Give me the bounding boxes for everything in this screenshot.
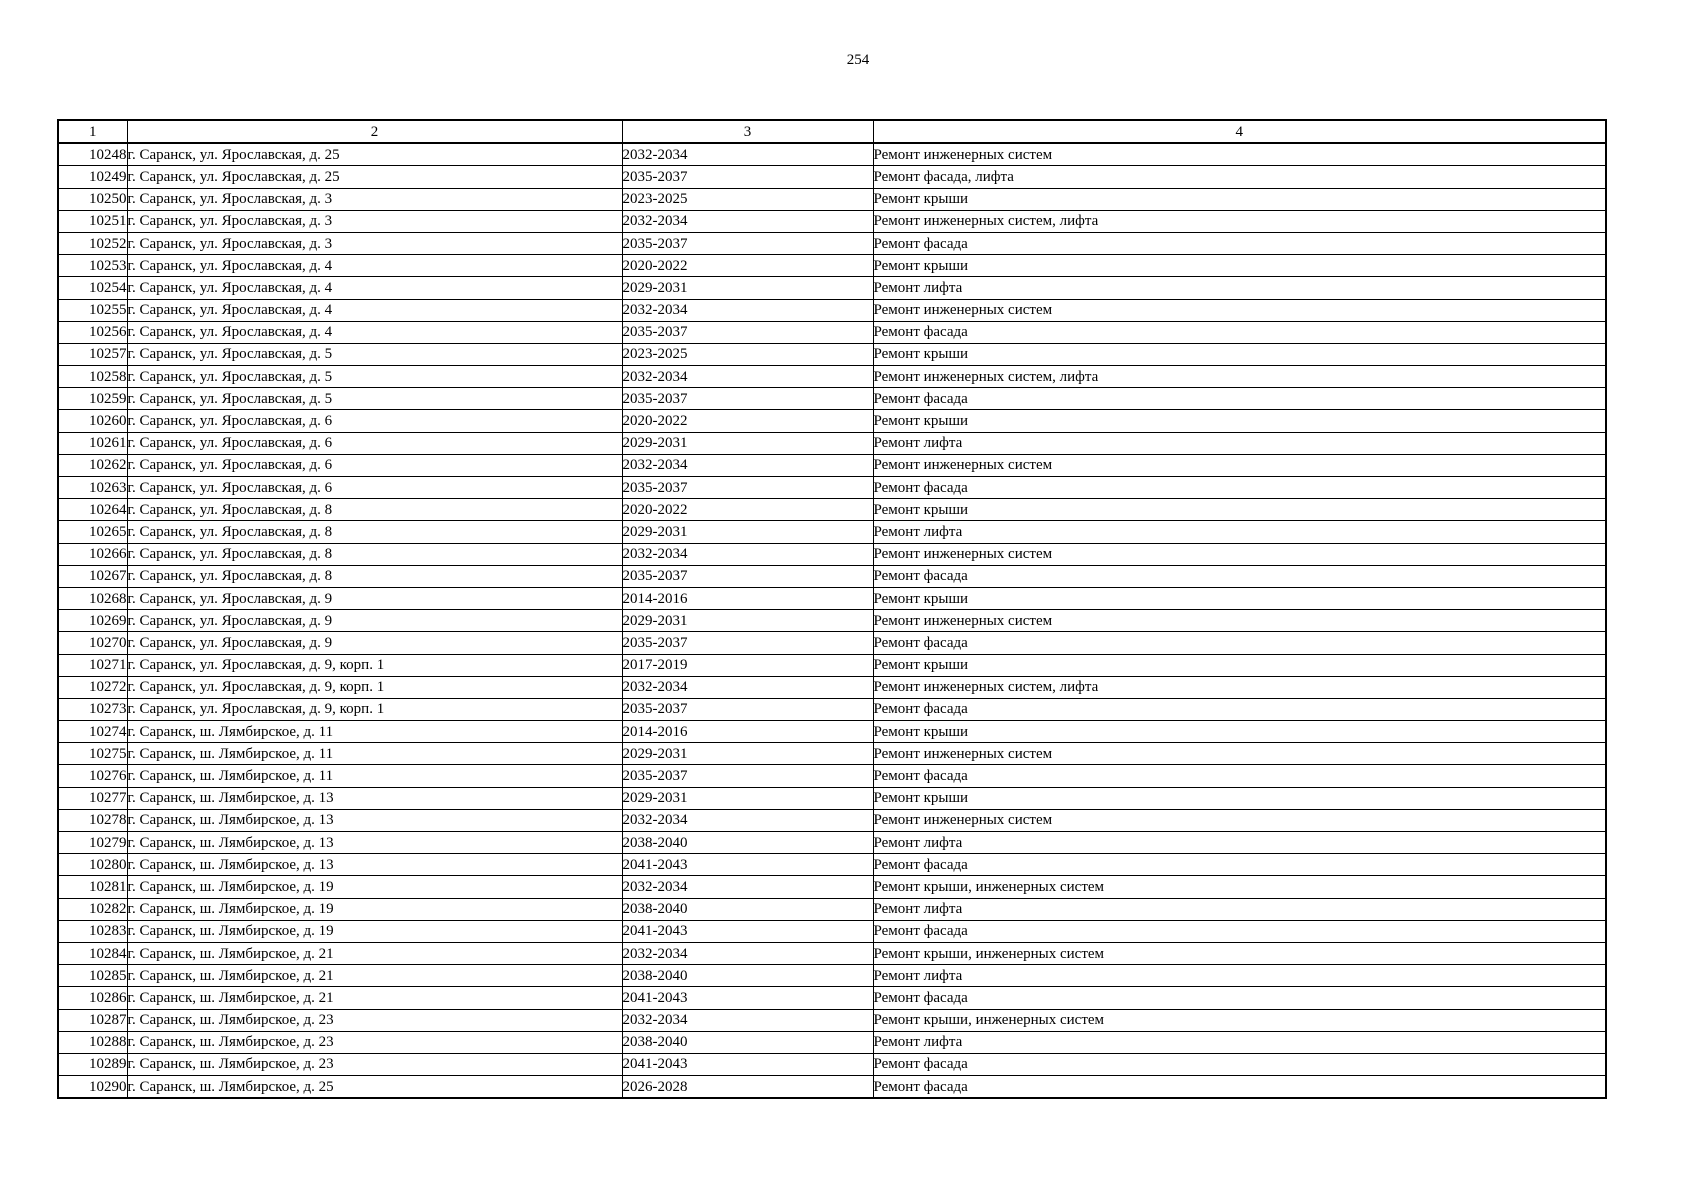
row-number: 10257 — [58, 343, 127, 365]
work-type-cell: Ремонт фасада — [873, 477, 1606, 499]
address-cell: г. Саранск, ул. Ярославская, д. 9 — [127, 610, 622, 632]
address-cell: г. Саранск, ш. Лямбирское, д. 11 — [127, 743, 622, 765]
row-number: 10267 — [58, 565, 127, 587]
row-number: 10265 — [58, 521, 127, 543]
address-cell: г. Саранск, ул. Ярославская, д. 8 — [127, 521, 622, 543]
address-cell: г. Саранск, ул. Ярославская, д. 5 — [127, 343, 622, 365]
address-cell: г. Саранск, ул. Ярославская, д. 3 — [127, 210, 622, 232]
row-number: 10270 — [58, 632, 127, 654]
table-row — [58, 787, 1606, 809]
row-number: 10252 — [58, 232, 127, 254]
table-row — [58, 1076, 1606, 1099]
work-type-cell: Ремонт фасада — [873, 765, 1606, 787]
table-row — [58, 543, 1606, 565]
table-row — [58, 698, 1606, 720]
period-cell: 2038-2040 — [622, 1031, 873, 1053]
table-row — [58, 410, 1606, 432]
address-cell: г. Саранск, ш. Лямбирское, д. 21 — [127, 965, 622, 987]
table-row — [58, 388, 1606, 410]
period-cell: 2029-2031 — [622, 743, 873, 765]
table-row — [58, 610, 1606, 632]
table-row — [58, 898, 1606, 920]
address-cell: г. Саранск, ул. Ярославская, д. 25 — [127, 143, 622, 166]
address-cell: г. Саранск, ул. Ярославская, д. 5 — [127, 366, 622, 388]
row-number: 10287 — [58, 1009, 127, 1031]
address-cell: г. Саранск, ул. Ярославская, д. 9 — [127, 632, 622, 654]
row-number: 10279 — [58, 832, 127, 854]
address-cell: г. Саранск, ш. Лямбирское, д. 21 — [127, 942, 622, 964]
page-number: 254 — [846, 52, 870, 68]
period-cell: 2041-2043 — [622, 987, 873, 1009]
period-cell: 2035-2037 — [622, 632, 873, 654]
row-number: 10276 — [58, 765, 127, 787]
period-cell: 2038-2040 — [622, 832, 873, 854]
header-col-1: 1 — [58, 120, 127, 143]
table-row — [58, 477, 1606, 499]
address-cell: г. Саранск, ш. Лямбирское, д. 23 — [127, 1009, 622, 1031]
address-cell: г. Саранск, ш. Лямбирское, д. 13 — [127, 832, 622, 854]
work-type-cell: Ремонт фасада — [873, 388, 1606, 410]
table-row — [58, 366, 1606, 388]
row-number: 10250 — [58, 188, 127, 210]
table-row — [58, 210, 1606, 232]
address-cell: г. Саранск, ул. Ярославская, д. 25 — [127, 166, 622, 188]
address-cell: г. Саранск, ул. Ярославская, д. 9, корп. 1 — [127, 698, 622, 720]
address-cell: г. Саранск, ул. Ярославская, д. 4 — [127, 321, 622, 343]
row-number: 10288 — [58, 1031, 127, 1053]
table-row — [58, 654, 1606, 676]
table-row — [58, 676, 1606, 698]
address-cell: г. Саранск, ул. Ярославская, д. 8 — [127, 543, 622, 565]
period-cell: 2041-2043 — [622, 1053, 873, 1075]
row-number: 10256 — [58, 321, 127, 343]
address-cell: г. Саранск, ул. Ярославская, д. 9, корп. 1 — [127, 654, 622, 676]
row-number: 10254 — [58, 277, 127, 299]
period-cell: 2035-2037 — [622, 765, 873, 787]
table-row — [58, 587, 1606, 609]
row-number: 10278 — [58, 809, 127, 831]
period-cell: 2029-2031 — [622, 521, 873, 543]
row-number: 10281 — [58, 876, 127, 898]
table-row — [58, 343, 1606, 365]
address-cell: г. Саранск, ш. Лямбирское, д. 21 — [127, 987, 622, 1009]
period-cell: 2020-2022 — [622, 410, 873, 432]
work-type-cell: Ремонт крыши — [873, 721, 1606, 743]
row-number: 10282 — [58, 898, 127, 920]
work-type-cell: Ремонт инженерных систем — [873, 543, 1606, 565]
table-row — [58, 876, 1606, 898]
table-row — [58, 854, 1606, 876]
work-type-cell: Ремонт лифта — [873, 898, 1606, 920]
table-row — [58, 255, 1606, 277]
work-type-cell: Ремонт крыши — [873, 587, 1606, 609]
row-number: 10284 — [58, 942, 127, 964]
address-cell: г. Саранск, ш. Лямбирское, д. 19 — [127, 876, 622, 898]
address-cell: г. Саранск, ул. Ярославская, д. 8 — [127, 499, 622, 521]
header-col-3: 3 — [622, 120, 873, 143]
work-type-cell: Ремонт фасада — [873, 698, 1606, 720]
row-number: 10259 — [58, 388, 127, 410]
row-number: 10277 — [58, 787, 127, 809]
period-cell: 2032-2034 — [622, 143, 873, 166]
table-row — [58, 1009, 1606, 1031]
address-cell: г. Саранск, ул. Ярославская, д. 3 — [127, 188, 622, 210]
row-number: 10269 — [58, 610, 127, 632]
period-cell: 2032-2034 — [622, 1009, 873, 1031]
row-number: 10263 — [58, 477, 127, 499]
header-col-4: 4 — [873, 120, 1606, 143]
work-type-cell: Ремонт лифта — [873, 832, 1606, 854]
work-type-cell: Ремонт фасада — [873, 854, 1606, 876]
row-number: 10285 — [58, 965, 127, 987]
work-type-cell: Ремонт фасада — [873, 1076, 1606, 1099]
table-row — [58, 1053, 1606, 1075]
row-number: 10268 — [58, 587, 127, 609]
work-type-cell: Ремонт фасада — [873, 321, 1606, 343]
work-type-cell: Ремонт инженерных систем — [873, 809, 1606, 831]
table-row — [58, 832, 1606, 854]
period-cell: 2032-2034 — [622, 676, 873, 698]
period-cell: 2041-2043 — [622, 920, 873, 942]
address-cell: г. Саранск, ш. Лямбирское, д. 13 — [127, 809, 622, 831]
period-cell: 2035-2037 — [622, 232, 873, 254]
work-type-cell: Ремонт фасада — [873, 1053, 1606, 1075]
table-row — [58, 987, 1606, 1009]
address-cell: г. Саранск, ш. Лямбирское, д. 11 — [127, 721, 622, 743]
work-type-cell: Ремонт фасада — [873, 632, 1606, 654]
address-cell: г. Саранск, ш. Лямбирское, д. 13 — [127, 854, 622, 876]
row-number: 10262 — [58, 454, 127, 476]
address-cell: г. Саранск, ул. Ярославская, д. 4 — [127, 255, 622, 277]
work-type-cell: Ремонт инженерных систем — [873, 743, 1606, 765]
table-row — [58, 232, 1606, 254]
row-number: 10275 — [58, 743, 127, 765]
address-cell: г. Саранск, ш. Лямбирское, д. 23 — [127, 1053, 622, 1075]
table-row — [58, 743, 1606, 765]
address-cell: г. Саранск, ш. Лямбирское, д. 19 — [127, 898, 622, 920]
period-cell: 2038-2040 — [622, 965, 873, 987]
table-row — [58, 920, 1606, 942]
address-cell: г. Саранск, ул. Ярославская, д. 4 — [127, 277, 622, 299]
period-cell: 2041-2043 — [622, 854, 873, 876]
work-type-cell: Ремонт инженерных систем — [873, 610, 1606, 632]
row-number: 10253 — [58, 255, 127, 277]
address-cell: г. Саранск, ш. Лямбирское, д. 25 — [127, 1076, 622, 1099]
table-row — [58, 277, 1606, 299]
period-cell: 2035-2037 — [622, 321, 873, 343]
row-number: 10251 — [58, 210, 127, 232]
table-body — [58, 143, 1606, 1098]
table-row — [58, 565, 1606, 587]
period-cell: 2032-2034 — [622, 210, 873, 232]
table-row — [58, 942, 1606, 964]
period-cell: 2035-2037 — [622, 388, 873, 410]
address-cell: г. Саранск, ул. Ярославская, д. 5 — [127, 388, 622, 410]
period-cell: 2032-2034 — [622, 543, 873, 565]
period-cell: 2035-2037 — [622, 698, 873, 720]
row-number: 10273 — [58, 698, 127, 720]
address-cell: г. Саранск, ш. Лямбирское, д. 13 — [127, 787, 622, 809]
work-type-cell: Ремонт инженерных систем — [873, 143, 1606, 166]
row-number: 10290 — [58, 1076, 127, 1099]
table-row — [58, 632, 1606, 654]
table-row — [58, 1031, 1606, 1053]
work-type-cell: Ремонт инженерных систем — [873, 299, 1606, 321]
work-type-cell: Ремонт крыши, инженерных систем — [873, 876, 1606, 898]
period-cell: 2029-2031 — [622, 787, 873, 809]
table-row — [58, 721, 1606, 743]
period-cell: 2032-2034 — [622, 876, 873, 898]
work-type-cell: Ремонт крыши — [873, 343, 1606, 365]
table-row — [58, 499, 1606, 521]
row-number: 10266 — [58, 543, 127, 565]
work-type-cell: Ремонт лифта — [873, 1031, 1606, 1053]
work-type-cell: Ремонт лифта — [873, 432, 1606, 454]
row-number: 10280 — [58, 854, 127, 876]
work-type-cell: Ремонт лифта — [873, 965, 1606, 987]
period-cell: 2029-2031 — [622, 610, 873, 632]
work-type-cell: Ремонт фасада — [873, 565, 1606, 587]
period-cell: 2035-2037 — [622, 565, 873, 587]
row-number: 10264 — [58, 499, 127, 521]
period-cell: 2014-2016 — [622, 721, 873, 743]
address-cell: г. Саранск, ул. Ярославская, д. 4 — [127, 299, 622, 321]
period-cell: 2029-2031 — [622, 432, 873, 454]
address-cell: г. Саранск, ул. Ярославская, д. 9 — [127, 587, 622, 609]
work-type-cell: Ремонт крыши — [873, 255, 1606, 277]
work-type-cell: Ремонт лифта — [873, 277, 1606, 299]
period-cell: 2038-2040 — [622, 898, 873, 920]
row-number: 10289 — [58, 1053, 127, 1075]
period-cell: 2026-2028 — [622, 1076, 873, 1099]
work-type-cell: Ремонт крыши — [873, 188, 1606, 210]
row-number: 10272 — [58, 676, 127, 698]
address-cell: г. Саранск, ш. Лямбирское, д. 11 — [127, 765, 622, 787]
row-number: 10249 — [58, 166, 127, 188]
table-row — [58, 143, 1606, 166]
period-cell: 2032-2034 — [622, 454, 873, 476]
row-number: 10255 — [58, 299, 127, 321]
address-cell: г. Саранск, ш. Лямбирское, д. 23 — [127, 1031, 622, 1053]
period-cell: 2032-2034 — [622, 809, 873, 831]
row-number: 10286 — [58, 987, 127, 1009]
work-type-cell: Ремонт лифта — [873, 521, 1606, 543]
table-row — [58, 321, 1606, 343]
row-number: 10283 — [58, 920, 127, 942]
work-type-cell: Ремонт крыши, инженерных систем — [873, 1009, 1606, 1031]
period-cell: 2020-2022 — [622, 255, 873, 277]
table-row — [58, 432, 1606, 454]
row-number: 10274 — [58, 721, 127, 743]
address-cell: г. Саранск, ул. Ярославская, д. 6 — [127, 410, 622, 432]
row-number: 10248 — [58, 143, 127, 166]
header-row — [58, 120, 1606, 143]
address-cell: г. Саранск, ул. Ярославская, д. 6 — [127, 432, 622, 454]
work-type-cell: Ремонт инженерных систем, лифта — [873, 366, 1606, 388]
table-row — [58, 166, 1606, 188]
period-cell: 2014-2016 — [622, 587, 873, 609]
address-cell: г. Саранск, ул. Ярославская, д. 6 — [127, 477, 622, 499]
period-cell: 2023-2025 — [622, 188, 873, 210]
table-row — [58, 965, 1606, 987]
row-number: 10258 — [58, 366, 127, 388]
repair-schedule-table — [57, 119, 1607, 1099]
period-cell: 2023-2025 — [622, 343, 873, 365]
table-header — [58, 120, 1606, 143]
work-type-cell: Ремонт фасада — [873, 920, 1606, 942]
work-type-cell: Ремонт инженерных систем, лифта — [873, 676, 1606, 698]
work-type-cell: Ремонт фасада — [873, 987, 1606, 1009]
period-cell: 2017-2019 — [622, 654, 873, 676]
work-type-cell: Ремонт крыши — [873, 787, 1606, 809]
address-cell: г. Саранск, ул. Ярославская, д. 3 — [127, 232, 622, 254]
work-type-cell: Ремонт крыши — [873, 410, 1606, 432]
table-row — [58, 521, 1606, 543]
period-cell: 2032-2034 — [622, 299, 873, 321]
period-cell: 2032-2034 — [622, 366, 873, 388]
address-cell: г. Саранск, ул. Ярославская, д. 9, корп. 1 — [127, 676, 622, 698]
work-type-cell: Ремонт крыши — [873, 654, 1606, 676]
period-cell: 2029-2031 — [622, 277, 873, 299]
row-number: 10271 — [58, 654, 127, 676]
address-cell: г. Саранск, ш. Лямбирское, д. 19 — [127, 920, 622, 942]
work-type-cell: Ремонт инженерных систем — [873, 454, 1606, 476]
row-number: 10260 — [58, 410, 127, 432]
header-col-2: 2 — [127, 120, 622, 143]
row-number: 10261 — [58, 432, 127, 454]
address-cell: г. Саранск, ул. Ярославская, д. 8 — [127, 565, 622, 587]
work-type-cell: Ремонт крыши, инженерных систем — [873, 942, 1606, 964]
work-type-cell: Ремонт фасада — [873, 232, 1606, 254]
table-row — [58, 809, 1606, 831]
table-row — [58, 765, 1606, 787]
work-type-cell: Ремонт фасада, лифта — [873, 166, 1606, 188]
table-row — [58, 454, 1606, 476]
table-row — [58, 188, 1606, 210]
period-cell: 2035-2037 — [622, 477, 873, 499]
work-type-cell: Ремонт инженерных систем, лифта — [873, 210, 1606, 232]
period-cell: 2032-2034 — [622, 942, 873, 964]
work-type-cell: Ремонт крыши — [873, 499, 1606, 521]
period-cell: 2035-2037 — [622, 166, 873, 188]
table-row — [58, 299, 1606, 321]
address-cell: г. Саранск, ул. Ярославская, д. 6 — [127, 454, 622, 476]
period-cell: 2020-2022 — [622, 499, 873, 521]
